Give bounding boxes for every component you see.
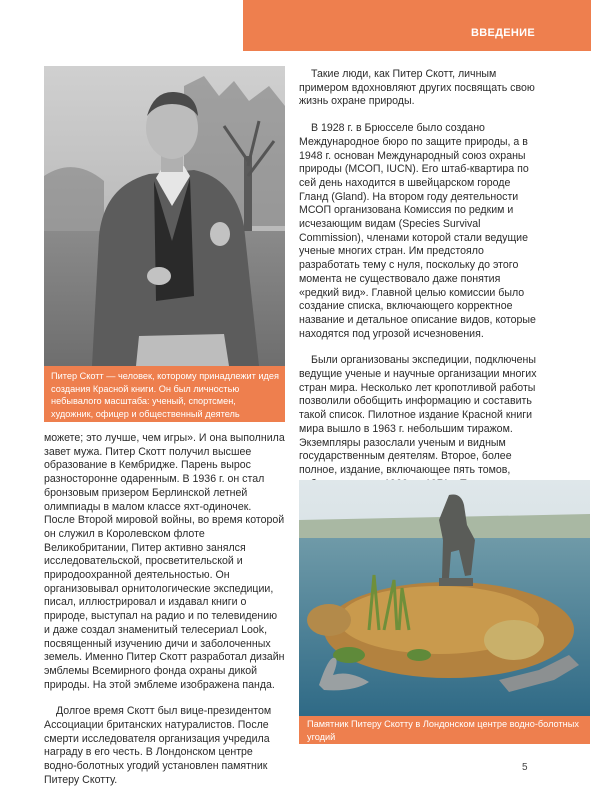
monument-illustration <box>299 480 590 716</box>
portrait-photo <box>44 66 285 366</box>
paragraph: Были организованы экспедиции, подключены ведущие ученые и научные организации многих стран мира. Несколько лет кропотливой работы позволили обобщить информацию и составить такой список. Пилотное издание Красной книги мира вышло в 1963 г. небольшим тиражом. Экземпляры разослали ученым и видным государственным деятелям. Второе, более полное, издание, включающее пять томов, <box>299 354 537 476</box>
page-number: 5 <box>522 762 528 773</box>
left-column-text <box>44 432 285 788</box>
portrait-illustration <box>44 66 285 366</box>
right-column-text <box>299 68 540 505</box>
section-title: ВВЕДЕНИЕ <box>471 27 535 39</box>
monument-caption: Памятник Питеру Скотту в Лондонском центре водно-болотных угодий <box>299 716 590 744</box>
paragraph: В 1928 г. в Брюсселе было создано Международное бюро по защите природы, а в 1948 г. основан Международный союз охраны природы (МСОП, IUCN). Его штаб-квартира по сей день находится в швейцарском городе Гланд (Gland). На втором году деятельности МСОП организована Комиссия по редким и исчезающим видам (Species Survival Commission), членами которой стали ведущие ученые многих стран. Им предстояло разработать тему с нуля, поскольку до этого момента не существовало даже понятия «редкий вид». Главной целью комиссии было создание списка, включающего корректное название и детальное описание видов, которые находятся под угрозой исчезновения. <box>299 122 536 340</box>
portrait-caption: Питер Скотт — человек, которому принадлежит идея создания Красной книги. Он был личностью небывалого масштаба: ученый, спортсмен, художник, офицер и общественный деятель <box>44 366 285 422</box>
paragraph: можете; это лучше, чем игры». И она выполнила завет мужа. Питер Скотт получил высшее образование в Кембридже. Парень вырос разносторонне одаренным. В 1936 г. он стал бронзовым призером Берлинской летней олимпиады в малом классе яхт-одиночек. После Второй мировой войны, во время которой он служил в Королевском флоте Великобритании, Питер активно занялся исследовательской, просветительской и природоохранной деятельностью. Он организовывал орнитологические экспедиции, писал, иллюстрировал и издавал книги о природе, выступал на радио и по телевидению и даже создал знаменитый телесериал Look, посвященный изучению дичи и заболоченных земель. Именно Питер Скотт разработал дизайн эмблемы Всемирного фонда охраны дикой природы. На этой эмблеме изображена панда. <box>44 432 285 691</box>
paragraph: Такие люди, как Питер Скотт, личным примером вдохновляют других посвящать свою жизнь охране природы. <box>299 68 535 108</box>
section-header-tab <box>243 0 591 51</box>
monument-photo <box>299 480 590 716</box>
paragraph: Долгое время Скотт был вице-президентом Ассоциации британских натуралистов. После смерти исследователя организация учредила награду в его честь. В Лондонском центре водно-болотных угодий установлен памятник Питеру Скотту. <box>44 705 272 786</box>
